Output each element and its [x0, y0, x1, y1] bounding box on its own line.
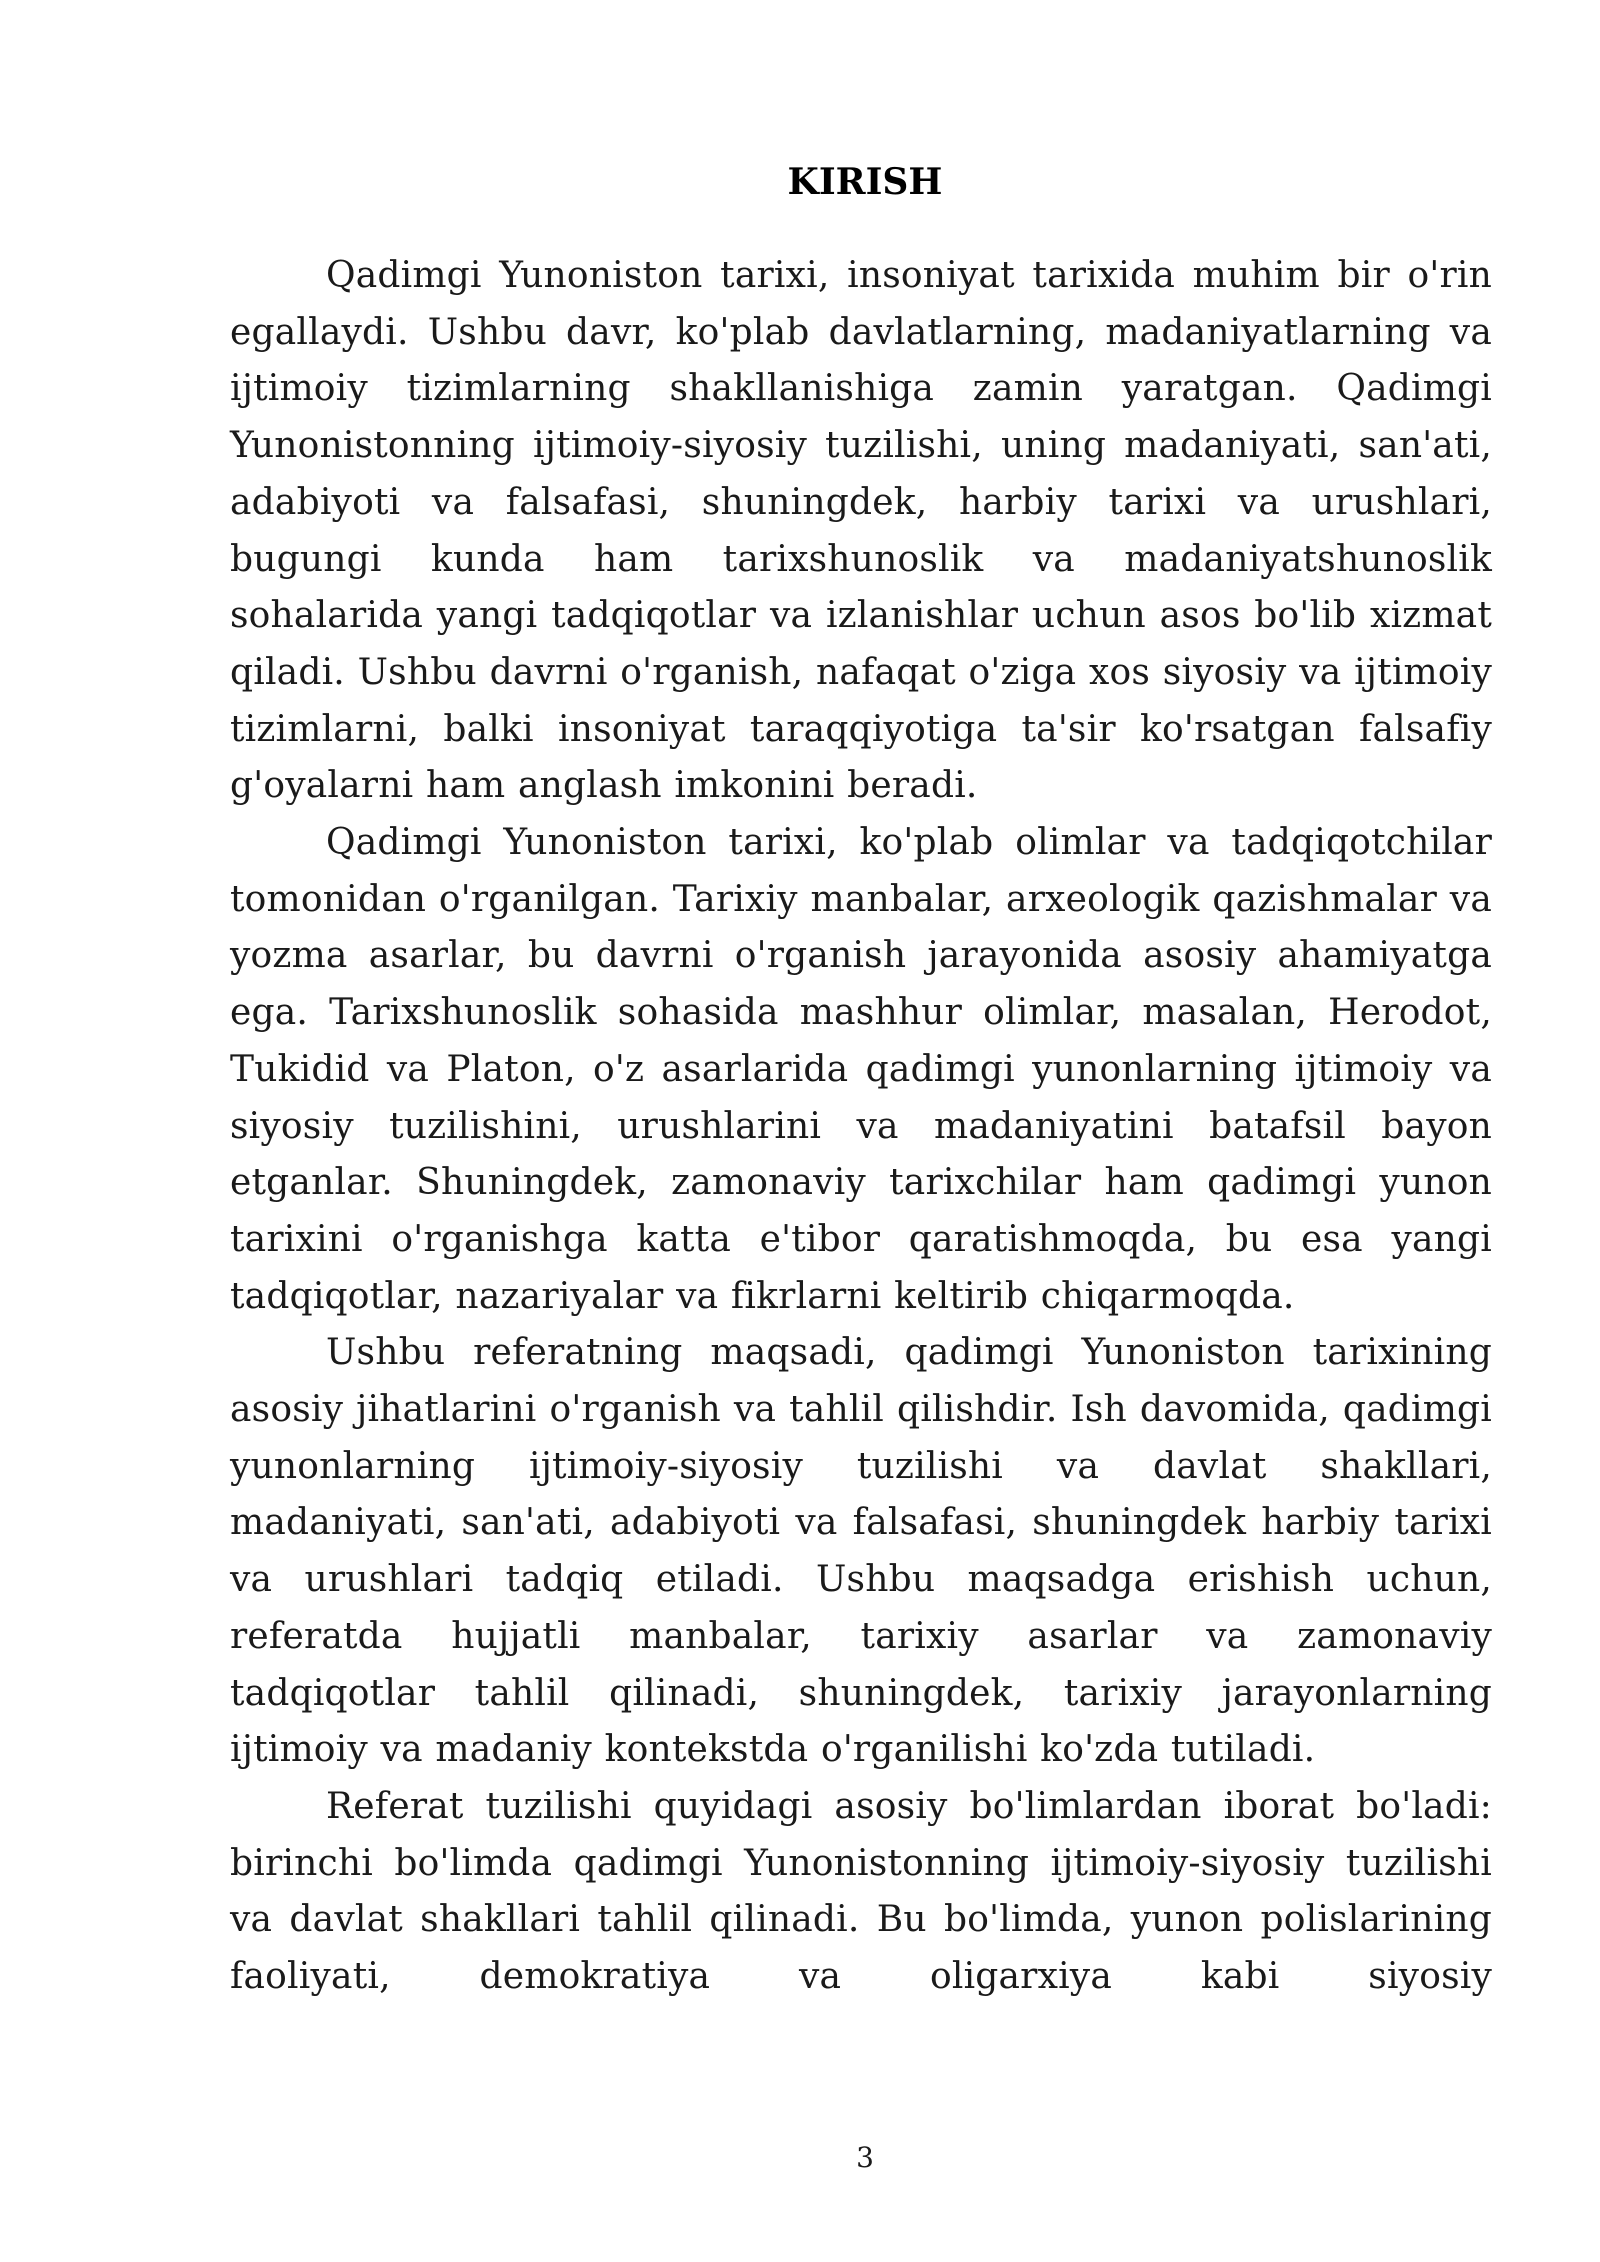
page-title: KIRISH: [787, 161, 943, 203]
paragraph-1: Qadimgi Yunoniston tarixi, insoniyat tarixida muhim bir o'rin egallaydi. Ushbu davr, ko'plab davlatlarning, madaniyatlarning va ijtimoiy tizimlarning shakllanishiga zamin yaratgan. Qadimgi Yunonistonning ijtimoiy-siyosiy tuzilishi, uning madaniyati, san'ati, adabiyoti va falsafasi, shuningdek, harbiy tarixi va urushlari, bugungi kunda ham tarixshunoslik va madaniyatshunoslik sohalarida yangi tadqiqotlar va izlanishlar uchun asos bo'lib xizmat qiladi. Ushbu davrni o'rganish, nafaqat o'ziga xos siyosiy va ijtimoiy tizimlarni, balki insoniyat taraqqiyotiga ta'sir ko'rsatgan falsafiy g'oyalarni ham anglash imkonini beradi.: [230, 255, 1492, 807]
paragraph-2: Qadimgi Yunoniston tarixi, ko'plab olimlar va tadqiqotchilar tomonidan o'rganilgan. Tarixiy manbalar, arxeologik qazishmalar va yozma asarlar, bu davrni o'rganish jarayonida asosiy ahamiyatga ega. Tarixshunoslik sohasida mashhur olimlar, masalan, Herodot, Tukidid va Platon, o'z asarlarida qadimgi yunonlarning ijtimoiy va siyosiy tuzilishini, urushlarini va madaniyatini batafsil bayon etganlar. Shuningdek, zamonaviy tarixchilar ham qadimgi yunon tarixini o'rganishga katta e'tibor qaratishmoqda, bu esa yangi tadqiqotlar, nazariyalar va fikrlarni keltirib chiqarmoqda.: [230, 822, 1492, 1317]
document-body: [230, 248, 1492, 2006]
paragraph-3: Ushbu referatning maqsadi, qadimgi Yunoniston tarixining asosiy jihatlarini o'rganish va tahlil qilishdir. Ish davomida, qadimgi yunonlarning ijtimoiy-siyosiy tuzilishi va davlat shakllari, madaniyati, san'ati, adabiyoti va falsafasi, shuningdek harbiy tarixi va urushlari tadqiq etiladi. Ushbu maqsadga erishish uchun, referatda hujjatli manbalar, tarixiy asarlar va zamonaviy tadqiqotlar tahlil qilinadi, shuningdek, tarixiy jarayonlarning ijtimoiy va madaniy kontekstda o'rganilishi ko'zda tutiladi.: [230, 1332, 1492, 1771]
page-number: 3: [856, 2141, 874, 2174]
paragraph-4: Referat tuzilishi quyidagi asosiy bo'limlardan iborat bo'ladi: birinchi bo'limda qadimgi Yunonistonning ijtimoiy-siyosiy tuzilishi va davlat shakllari tahlil qilinadi. Bu bo'limda, yunon polislarining faoliyati, demokratiya va oligarxiya kabi siyosiy: [230, 1785, 1492, 1998]
